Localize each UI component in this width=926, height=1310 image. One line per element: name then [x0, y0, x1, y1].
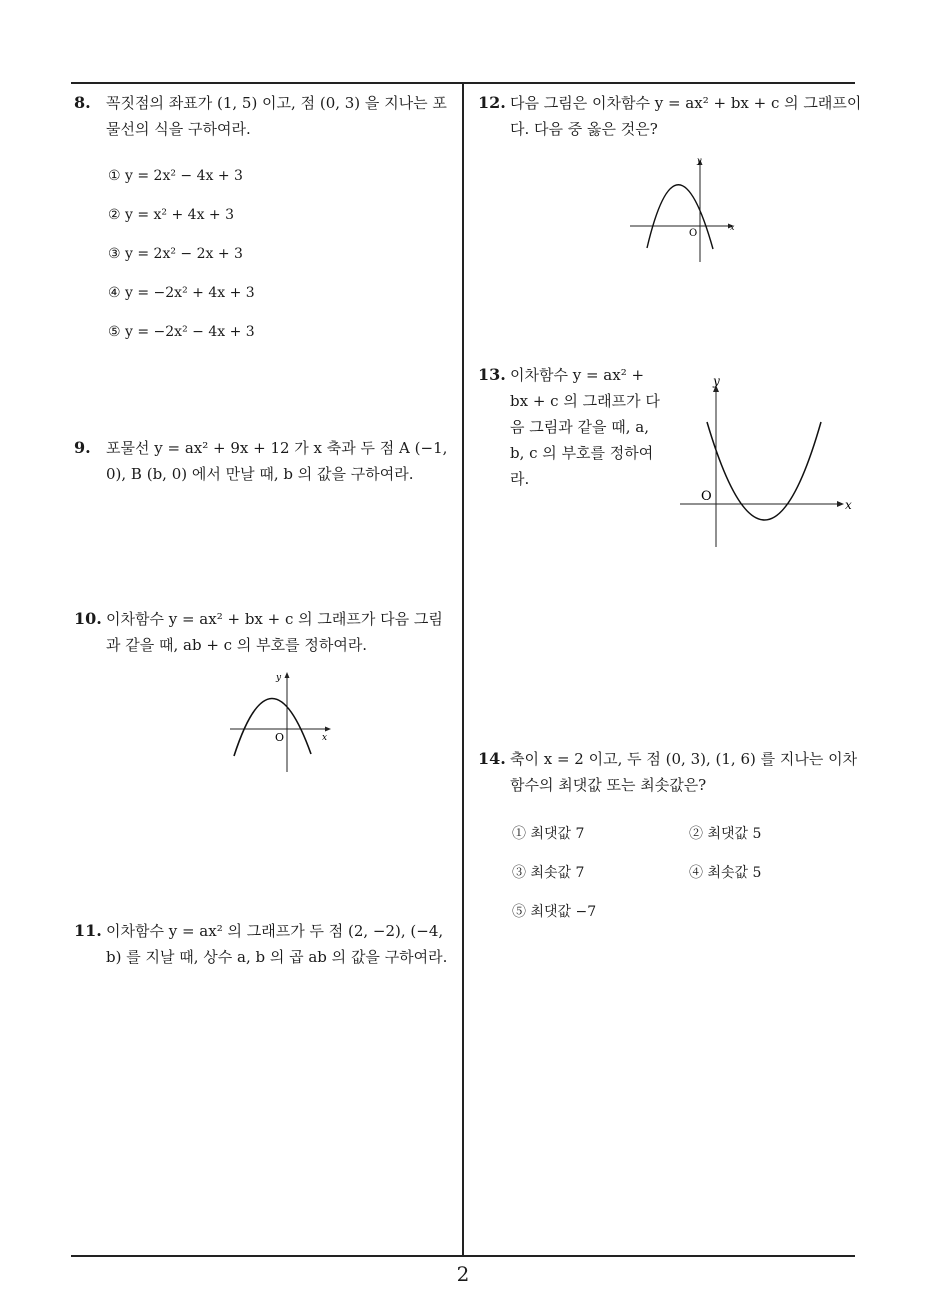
x-axis-arrow: [325, 727, 331, 732]
question-13: [478, 362, 664, 492]
choice-4[interactable]: ④ y = −2x² + 4x + 3: [108, 285, 255, 301]
y-axis-arrow: [285, 672, 290, 678]
q12-graph: [625, 152, 745, 267]
question-number: 10.: [74, 609, 102, 628]
question-number: 14.: [478, 749, 506, 768]
choice-5[interactable]: ⑤ y = −2x² − 4x + 3: [108, 324, 255, 340]
parabola-curve: [707, 422, 821, 520]
question-text: 축이 x = 2 이고, 두 점 (0, 3), (1, 6) 를 지나는 이차함수의 최댓값 또는 최솟값은?: [510, 750, 858, 794]
x-axis-arrow: [837, 501, 844, 507]
question-text: 포물선 y = ax² + 9x + 12 가 x 축과 두 점 A (−1, 0), B (b, 0) 에서 만날 때, b 의 값을 구하여라.: [106, 439, 448, 483]
y-axis-label: y: [276, 673, 282, 683]
x-axis-label: x: [730, 223, 735, 232]
question-text: 꼭짓점의 좌표가 (1, 5) 이고, 점 (0, 3) 을 지나는 포물선의 식을 구하여라.: [106, 94, 447, 138]
parabola-curve: [234, 698, 311, 756]
question-number: 13.: [478, 365, 506, 384]
question-number: 9.: [74, 438, 91, 457]
question-8: [74, 90, 456, 142]
choice-1[interactable]: ① 최댓값 7: [512, 826, 585, 842]
x-axis-label: x: [845, 498, 852, 512]
page-number: 2: [456, 1262, 470, 1286]
origin-label: O: [701, 489, 712, 504]
question-14: [478, 746, 862, 798]
question-number: 11.: [74, 921, 102, 940]
question-10: [74, 606, 456, 658]
q13-graph: [675, 370, 865, 555]
choice-3[interactable]: ③ y = 2x² − 2x + 3: [108, 246, 243, 262]
question-text: 다음 그림은 이차함수 y = ax² + bx + c 의 그래프이다. 다음 중 옳은 것은?: [510, 94, 862, 138]
question-11: [74, 918, 456, 970]
y-axis-label: y: [713, 374, 720, 388]
question-number: 8.: [74, 93, 91, 112]
choice-1[interactable]: ① y = 2x² − 4x + 3: [108, 168, 243, 184]
parabola-curve: [647, 185, 713, 249]
choice-5[interactable]: ⑤ 최댓값 −7: [512, 904, 597, 920]
question-9: [74, 435, 456, 487]
question-12: [478, 90, 862, 142]
x-axis-label: x: [322, 733, 328, 743]
choice-3[interactable]: ③ 최솟값 7: [512, 865, 585, 881]
origin-label: O: [275, 731, 285, 744]
choice-2[interactable]: ② y = x² + 4x + 3: [108, 207, 235, 223]
y-axis-label: y: [697, 156, 702, 165]
choice-2[interactable]: ② 최댓값 5: [689, 826, 762, 842]
question-text: 이차함수 y = ax² + bx + c 의 그래프가 다음 그림과 같을 때, a, b, c 의 부호를 정하여라.: [510, 366, 660, 488]
question-text: 이차함수 y = ax² + bx + c 의 그래프가 다음 그림과 같을 때, ab + c 의 부호를 정하여라.: [106, 610, 443, 654]
choice-4[interactable]: ④ 최솟값 5: [689, 865, 762, 881]
question-number: 12.: [478, 93, 506, 112]
question-text: 이차함수 y = ax² 의 그래프가 두 점 (2, −2), (−4, b) 를 지날 때, 상수 a, b 의 곱 ab 의 값을 구하여라.: [106, 922, 448, 966]
column-divider: [462, 82, 464, 1256]
q10-graph: [225, 668, 340, 778]
origin-label: O: [689, 228, 698, 239]
